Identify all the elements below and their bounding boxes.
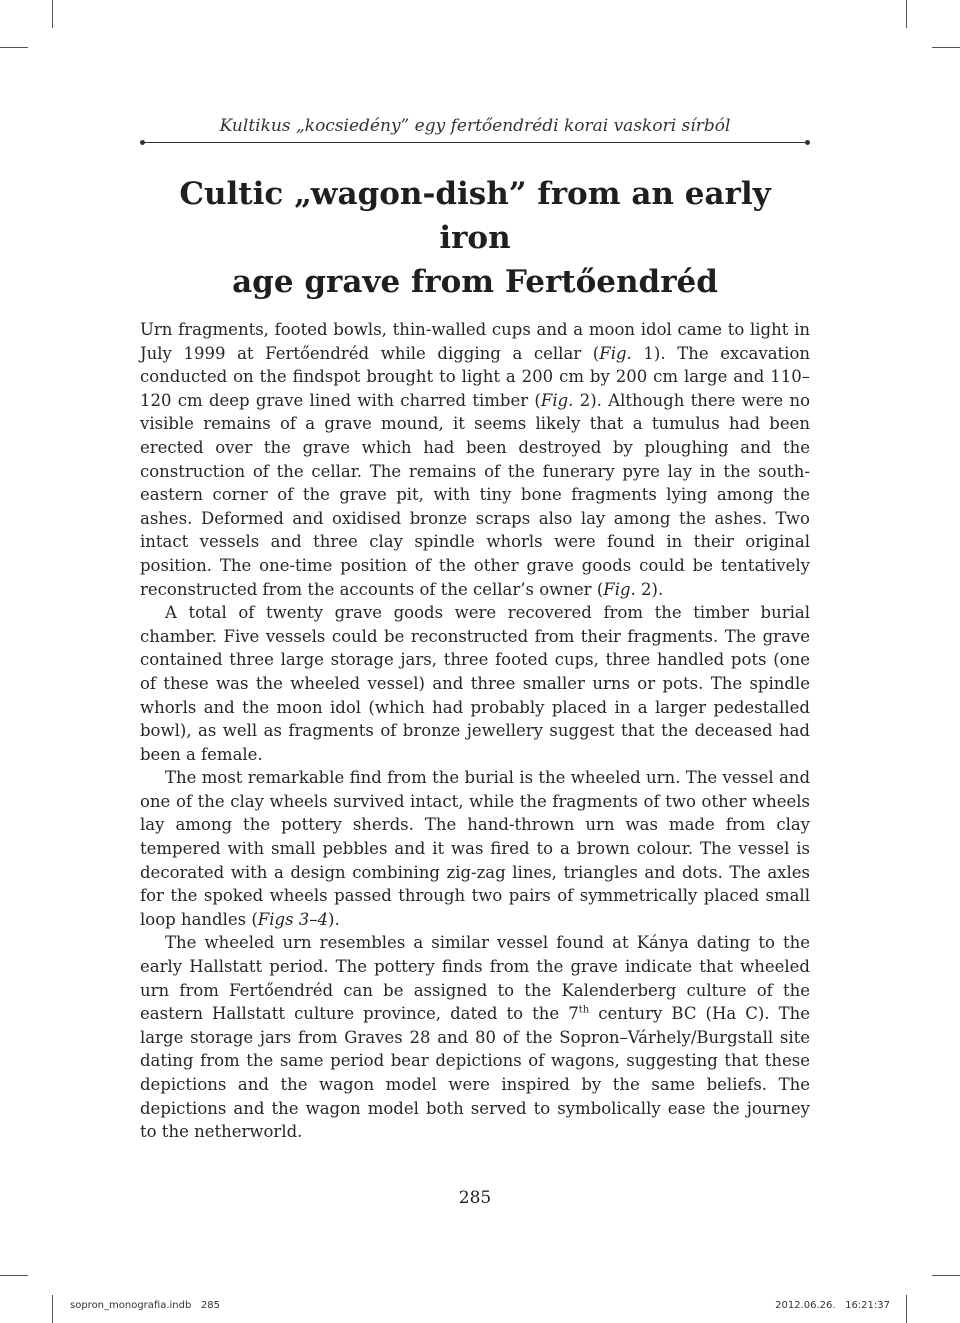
crop-mark <box>0 1275 28 1276</box>
superscript-text: th <box>578 1004 590 1016</box>
article-body <box>140 318 810 1144</box>
text-run: The most remarkable find from the burial is the wheeled urn. The vessel and one of the clay wheels survived intact, while the fragments of two other wheels lay among the pottery sherds. The hand-thrown urn was made from clay tempered with small pebbles and it was fired to a brown colour. The vessel is decorated with a design combining zig-zag lines, triangles and dots. The axles for the spoked wheels passed through two pairs of symmetrically placed small loop handles ( <box>140 768 810 929</box>
text-run: 2). <box>635 579 664 599</box>
article-title <box>140 172 810 304</box>
crop-mark <box>52 0 53 28</box>
paragraph <box>140 931 810 1143</box>
italic-text: Fig. <box>603 579 636 599</box>
paragraph <box>140 318 810 601</box>
title-line-1: Cultic „wagon-dish” from an early iron <box>179 176 771 256</box>
text-run: ). <box>328 909 340 929</box>
crop-mark <box>932 47 960 48</box>
slug-file: sopron_monografia.indb 285 <box>70 1300 220 1311</box>
text-run: century BC (Ha C). The large storage jars from Graves 28 and 80 of the Sopron–Várhely/Burgstall site dating from the same period bear depictions of wagons, suggesting that these depictions and the wagon model were inspired by the same beliefs. The depictions and the wagon model both served to symbolically ease the journey to the netherworld. <box>140 1004 810 1142</box>
text-run: A total of twenty grave goods were recovered from the timber burial chamber. Five vessels could be reconstructed from their fragments. The grave contained three large storage jars, three footed cups, three handled pots (one of these was the wheeled vessel) and three smaller urns or pots. The spindle whorls and the moon idol (which had probably placed in a larger pedestalled bowl), as well as fragments of bronze jewellery suggest that the deceased had been a female. <box>140 603 810 764</box>
slug-date: 2012.06.26. 16:21:37 <box>775 1300 890 1311</box>
title-line-2: age grave from Fertőendréd <box>232 264 718 300</box>
text-run: The wheeled urn resembles a similar vessel found at Kánya dating to the early Hallstatt period. The pottery finds from the grave indicate that wheeled urn from Fertőendréd can be assigned to the Kalenderberg culture of the eastern Hallstatt culture province, dated to the 7 <box>140 933 810 1024</box>
paragraph <box>140 766 810 931</box>
paragraph <box>140 601 810 766</box>
header-rule <box>143 142 807 143</box>
text-run: 1). The excavation conducted on the findspot brought to light a 200 cm by 200 cm large and 110–120 cm deep grave lined with charred timber ( <box>140 343 811 410</box>
crop-mark <box>52 1295 53 1323</box>
italic-text: Fig. <box>540 390 574 410</box>
italic-text: Figs 3 <box>257 909 310 929</box>
running-head-text: Kultikus „kocsiedény” egy fertőendrédi korai vaskori sírból <box>219 116 731 136</box>
page-number: 285 <box>458 1188 492 1208</box>
crop-mark <box>0 47 28 48</box>
crop-mark <box>932 1275 960 1276</box>
rule-dot-right <box>805 140 810 145</box>
text-run: Urn fragments, footed bowls, thin-walled cups and a moon idol came to light in July 1999 at Fertőendréd while digging a cellar ( <box>140 320 810 363</box>
crop-mark <box>906 1295 907 1323</box>
running-header <box>140 116 810 146</box>
crop-mark <box>906 0 907 28</box>
italic-text: Fig. <box>599 343 632 363</box>
italic-text: 4 <box>317 909 329 929</box>
text-run: – <box>309 909 318 929</box>
text-run: 2). Although there were no visible remains of a grave mound, it seems likely that a tumulus had been erected over the grave which had been destroyed by ploughing and the construction of the cellar. The remains of the funerary pyre lay in the south-eastern corner of the grave pit, with tiny bone fragments lying among the ashes. Deformed and oxidised bronze scraps also lay among the ashes. Two intact vessels and three clay spindle whorls were found in their original position. The one-time position of the other grave goods could be tentatively reconstructed from the accounts of the cellar’s owner ( <box>140 390 810 599</box>
